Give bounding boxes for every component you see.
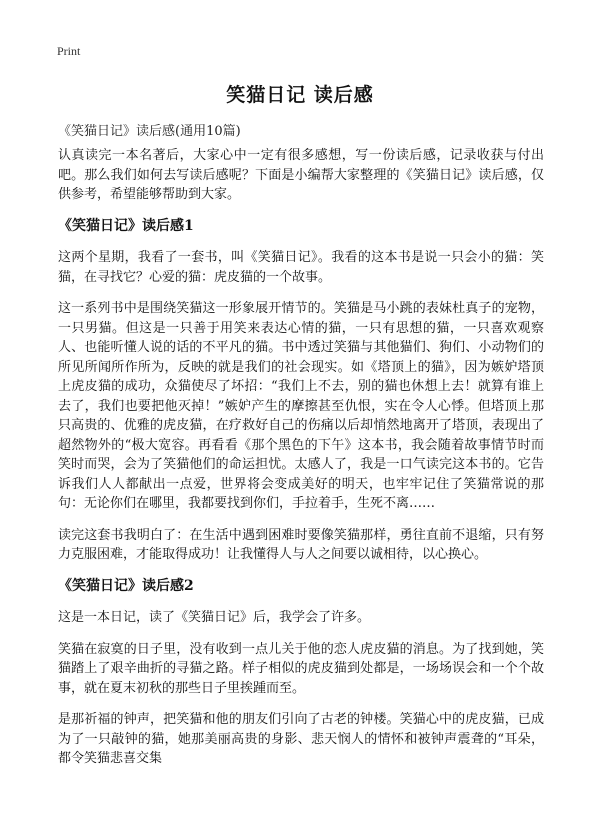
page-title: 笑猫日记 读后感	[226, 84, 374, 106]
intro-paragraph: 认真读完一本名著后，大家心中一定有很多感想，写一份读后感，记录收获与付出吧。那么我们如何去写读后感呢？下面是小编帮大家整理的《笑猫日记》读后感，仅供参考，希望能够帮助到大家。	[58, 148, 544, 202]
section-heading-1: 《笑猫日记》读后感1	[58, 217, 194, 234]
section1-paragraph-2: 这一系列书中是围绕笑猫这一形象展开情节的。笑猫是马小跳的表妹杜真子的宠物，一只男猫。但这是一只善于用笑来表达心情的猫，一只有思想的猫，一只喜欢观察人、也能听懂人说的话的不平凡的猫。书中透过笑猫与其他猫们、狗们、小动物们的所见所闻所作所为，反映的就是我们的社会现实。如《塔顶上的猫》，因为嫉妒塔顶上虎皮猫的成功，众猫使尽了坏招：“我们上不去，别的猫也休想上去！就算有谁上去了，我们也要把他灭掉！”嫉妒产生的摩擦甚至仇恨，实在令人心悸。但塔顶上那只高贵的、优雅的虎皮猫，在疗救好自己的伤痛以后却悄然地离开了塔顶，表现出了超然物外的“极大宽容。再看看《那个黑色的下午》这本书，我会随着故事情节时而笑时而哭，会为了笑猫他们的命运担忧。太感人了，我是一口气读完这本书的。它告诉我们人人都献出一点爱，世界将会变成美好的明天，也牢牢记住了笑猫常说的那句：无论你们在哪里，我都要找到你们，手拉着手，生死不离……	[58, 301, 544, 511]
section2-paragraph-3: 是那祈福的钟声，把笑猫和他的朋友们引向了古老的钟楼。笑猫心中的虎皮猫，已成为了一只敲钟的猫，她那美丽高贵的身影、悲天悯人的情怀和被钟声震聋的“耳朵，都令笑猫悲喜交集	[58, 712, 544, 766]
page-subtitle: 《笑猫日记》读后感(通用10篇)	[58, 124, 241, 139]
article-body	[58, 146, 544, 781]
section1-paragraph-3: 读完这套书我明白了：在生活中遇到困难时要像笑猫那样，勇往直前不退缩，只有努力克服困难，才能取得成功！让我懂得人与人之间要以诚相待，以心换心。	[58, 527, 544, 562]
section2-paragraph-2: 笑猫在寂寞的日子里，没有收到一点儿关于他的恋人虎皮猫的消息。为了找到她，笑猫踏上了艰辛曲折的寻猫之路。样子相似的虎皮猫到处都是，一场场误会和一个个故事，就在夏末初秋的那些日子里挨踵而至。	[58, 641, 544, 696]
section-heading-2: 《笑猫日记》读后感2	[58, 577, 194, 594]
section2-paragraph-1: 这是一本日记，读了《笑猫日记》后，我学会了许多。	[58, 610, 371, 625]
print-link[interactable]: Print	[57, 44, 81, 58]
section1-paragraph-1: 这两个星期，我看了一套书，叫《笑猫日记》。我看的这本书是说一只会小的猫：笑猫，在寻找它？心爱的猫：虎皮猫的一个故事。	[58, 250, 544, 285]
